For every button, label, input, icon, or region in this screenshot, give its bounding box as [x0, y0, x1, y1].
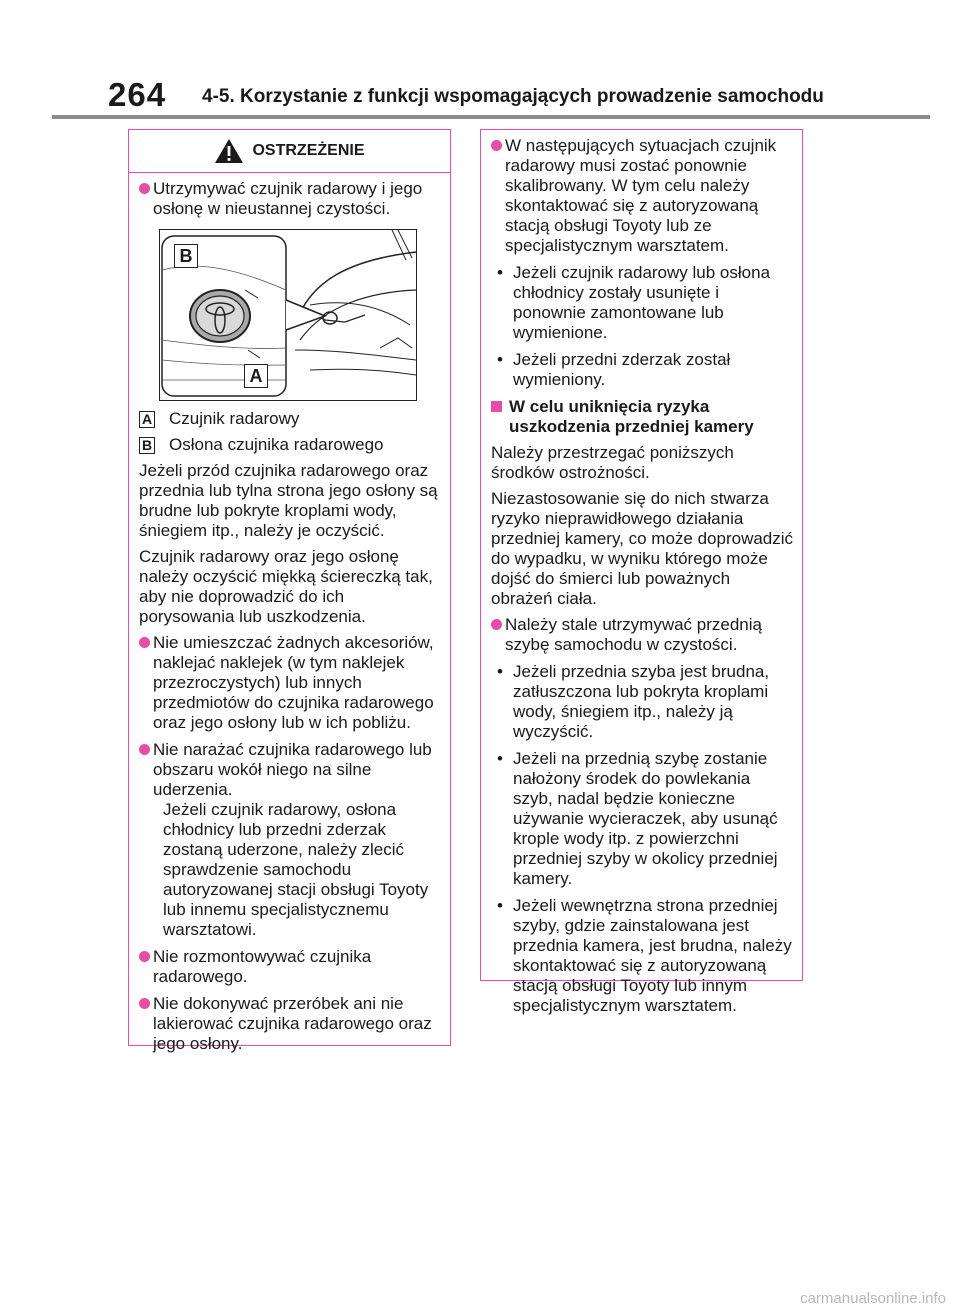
- dash-mark: •: [497, 350, 503, 369]
- list-item: [139, 179, 442, 219]
- callout-letter: A: [139, 411, 155, 428]
- dash-text: Jeżeli czujnik radarowy lub osłona chłodnicy zostały usunięte i ponownie zamontowane lub wymienione.: [513, 263, 771, 342]
- paragraph: Niezastosowanie się do nich stwarza ryzyko nieprawidłowego działania przedniej kamery, co może doprowadzić do wypadku, w wyniku którego może dojść do śmierci lub poważnych obrażeń ciała.: [491, 489, 794, 608]
- figure-label-a: A: [244, 364, 268, 388]
- bullet-dot: [139, 637, 150, 648]
- callout-text: Czujnik radarowy: [169, 409, 300, 428]
- callout-letter: B: [139, 437, 155, 454]
- bullet-dot: [491, 140, 502, 151]
- warning-content: [481, 130, 802, 1016]
- warning-box-continued: [480, 129, 803, 1015]
- figure-label-b: B: [174, 244, 198, 268]
- warning-triangle-icon: [214, 138, 244, 164]
- list-item: [491, 896, 794, 1016]
- list-item: [491, 136, 794, 256]
- paragraph: Czujnik radarowy oraz jego osłonę należy oczyścić miękką ściereczką tak, aby nie doprowadzić do ich porysowania lub uszkodzenia.: [139, 547, 433, 626]
- radar-sensor-figure: [159, 229, 417, 401]
- dash-text: Jeżeli wewnętrzna strona przedniej szyby, gdzie zainstalowana jest przednia kamera, jest brudna, należy skontaktować się z autoryzowaną stacją obsługi Toyoty lub innym specjalistycznym warsztatem.: [513, 896, 792, 1015]
- header-rule: [52, 115, 930, 119]
- dash-mark: •: [497, 749, 503, 768]
- list-item: [491, 263, 794, 343]
- page-header: [0, 0, 960, 120]
- warning-header: [129, 130, 450, 173]
- dash-text: Jeżeli przednia szyba jest brudna, zatłuszczona lub pokryta kroplami wody, śniegiem itp., należy ją wyczyścić.: [513, 662, 770, 741]
- callout-text: Osłona czujnika radarowego: [169, 435, 384, 454]
- car-front-illustration: [160, 230, 416, 400]
- bullet-dot: [139, 744, 150, 755]
- subheading: [491, 397, 794, 437]
- section-title: 4-5. Korzystanie z funkcji wspomagających prowadzenie samochodu: [202, 86, 824, 107]
- list-item: [139, 633, 442, 733]
- list-item: [491, 662, 794, 742]
- page-number: 264: [108, 76, 167, 113]
- paragraph: Należy przestrzegać poniższych środków ostrożności.: [491, 443, 734, 482]
- list-item: [491, 615, 794, 655]
- bullet-dot: [139, 951, 150, 962]
- bullet-text: Należy stale utrzymywać przednią szybę samochodu w czystości.: [505, 615, 762, 654]
- bullet-dot: [139, 183, 150, 194]
- paragraph: Jeżeli przód czujnika radarowego oraz przednia lub tylna strona jego osłony są brudne lub pokryte kroplami wody, śniegiem itp., należy je oczyścić.: [139, 461, 438, 540]
- bullet-text: Utrzymywać czujnik radarowy i jego osłonę w nieustannej czystości.: [153, 179, 423, 218]
- bullet-text: W następujących sytuacjach czujnik radarowy musi zostać ponownie skalibrowany. W tym celu należy skontaktować się z autoryzowaną stacją obsługi Toyoty lub ze specjalistycznym warsztatem.: [505, 136, 777, 255]
- subheading-text: W celu uniknięcia ryzyka uszkodzenia przedniej kamery: [509, 397, 754, 436]
- list-item: [139, 947, 442, 987]
- warning-box: [128, 129, 451, 1053]
- bullet-dot: [491, 619, 502, 630]
- dash-text: Jeżeli przedni zderzak został wymieniony.: [513, 350, 731, 389]
- bullet-text: Nie narażać czujnika radarowego lub obszaru wokół niego na silne uderzenia.: [153, 740, 432, 799]
- list-item: [491, 350, 794, 390]
- watermark: carmanualsonline.info: [800, 1290, 946, 1307]
- list-item: [139, 994, 442, 1054]
- list-item: [491, 749, 794, 889]
- warning-title: OSTRZEŻENIE: [252, 142, 365, 159]
- warning-content: [129, 173, 450, 1054]
- callout-a: [139, 409, 442, 429]
- dash-mark: •: [497, 662, 503, 681]
- bullet-dot: [139, 998, 150, 1009]
- dash-mark: •: [497, 896, 503, 915]
- list-item: [139, 740, 442, 940]
- callout-b: [139, 435, 442, 455]
- dash-text: Jeżeli na przednią szybę zostanie nałożony środek do powlekania szyb, nadal będzie konieczne używanie wycieraczek, aby usunąć krople wody itp. z powierzchni przedniej szyby w okolicy przedniej kamery.: [513, 749, 778, 888]
- square-marker: [491, 401, 502, 412]
- bullet-text: Nie dokonywać przeróbek ani nie lakierować czujnika radarowego oraz jego osłony.: [153, 994, 432, 1053]
- bullet-text: Nie umieszczać żadnych akcesoriów, naklejać naklejek (w tym naklejek przezroczystych) lub innych przedmiotów do czujnika radarowego oraz jego osłony lub w ich pobliżu.: [153, 633, 434, 732]
- dash-mark: •: [497, 263, 503, 282]
- bullet-subtext: Jeżeli czujnik radarowy, osłona chłodnicy lub przedni zderzak zostaną uderzone, należy zlecić sprawdzenie samochodu autoryzowanej stacji obsługi Toyoty lub innemu specjalistycznemu warsztatowi.: [163, 800, 429, 939]
- bullet-text: Nie rozmontowywać czujnika radarowego.: [153, 947, 372, 986]
